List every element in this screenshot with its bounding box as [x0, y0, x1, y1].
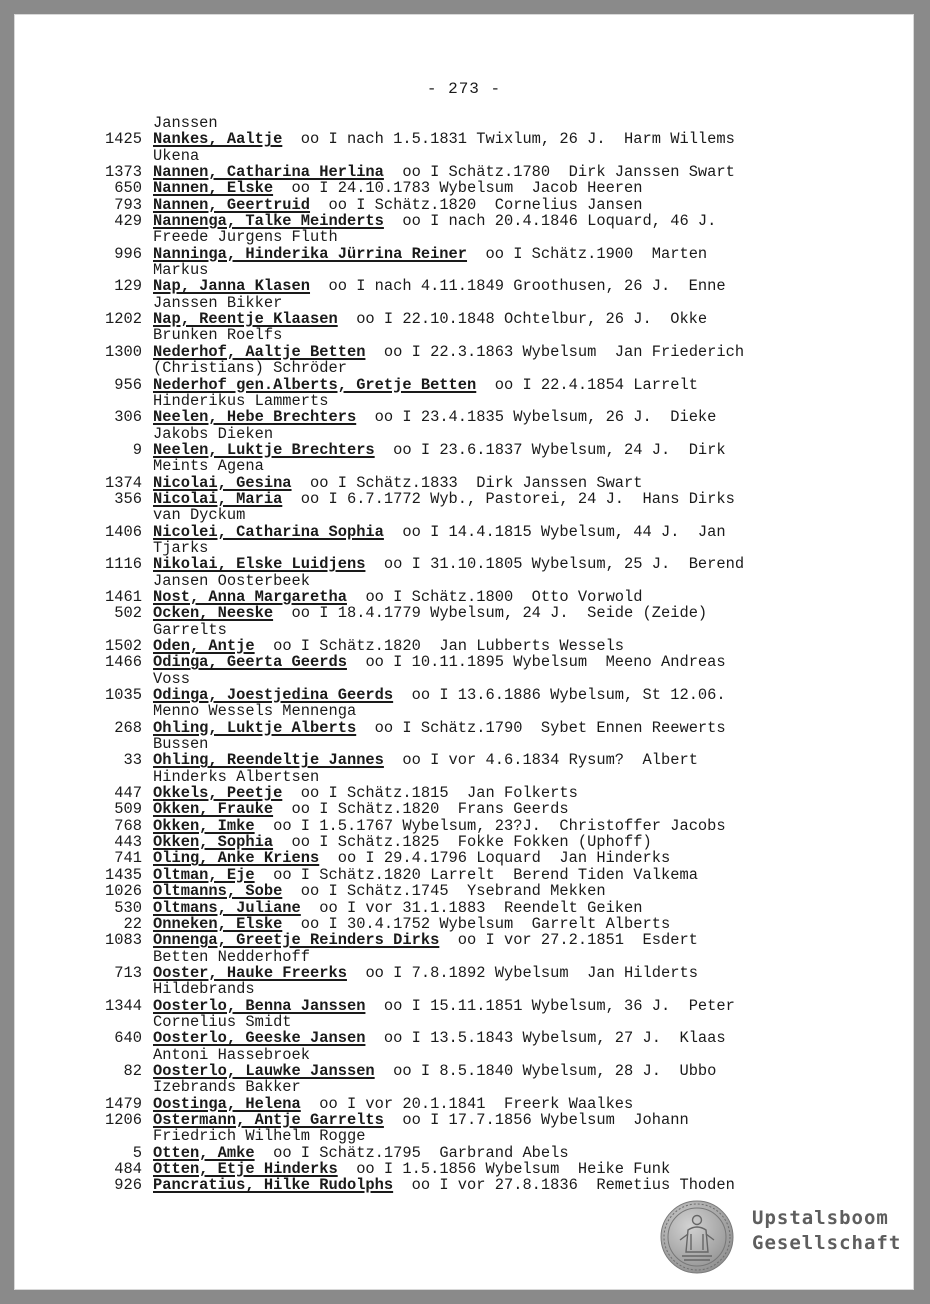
register-entry-continuation: [74, 622, 874, 638]
marriage-details: Ukena: [153, 146, 200, 165]
register-entry: [74, 556, 874, 572]
entry-number: 650: [114, 179, 142, 198]
entry-body: [153, 867, 698, 883]
person-name: Oden, Antje: [153, 637, 255, 655]
entry-body: [153, 295, 282, 311]
page-number: - 273 -: [426, 80, 502, 98]
person-name: Nicolei, Catharina Sophia: [153, 522, 384, 541]
entry-number: 1502: [105, 637, 142, 655]
marriage-details: oo I vor 27.2.1851 Esdert: [439, 931, 698, 950]
person-name: Ooster, Hauke Freerks: [153, 963, 347, 982]
person-name: Otten, Amke: [153, 1143, 255, 1162]
register-entry: [74, 164, 874, 180]
marriage-details: oo I 22.10.1848 Ochtelbur, 26 J. Okke: [337, 310, 708, 329]
entry-body: [153, 311, 707, 327]
entry-body: [153, 475, 643, 491]
entry-body: [153, 638, 624, 654]
register-entry: [74, 1177, 874, 1193]
person-name: Oltman, Eje: [153, 865, 255, 884]
register-entry-continuation: [74, 115, 874, 131]
register-entry: [74, 491, 874, 507]
entry-number: 1116: [105, 555, 142, 574]
entry-body: [153, 393, 328, 409]
entry-body: [153, 1177, 735, 1193]
register-entry-continuation: [74, 949, 874, 965]
entry-body: [153, 164, 735, 180]
entry-body: [153, 703, 356, 719]
marriage-details: oo I 10.11.1895 Wybelsum Meeno Andreas: [346, 653, 726, 672]
register-entry: [74, 687, 874, 703]
entry-number: 1344: [105, 996, 142, 1015]
entry-body: [153, 605, 707, 621]
person-name: Nicolai, Gesina: [153, 473, 292, 492]
marriage-details: Janssen Bikker: [153, 293, 283, 312]
marriage-details: oo I nach 1.5.1831 Twixlum, 26 J. Harm Willems: [282, 130, 735, 149]
person-name: Nederhof, Aaltje Betten: [153, 342, 366, 361]
entry-body: [153, 115, 218, 131]
marriage-details: oo I Schätz.1780 Dirk Janssen Swart: [383, 163, 735, 182]
register-entry: [74, 752, 874, 768]
person-name: Okkels, Peetje: [153, 784, 283, 803]
marriage-details: oo I Schätz.1815 Jan Folkerts: [282, 784, 578, 803]
marriage-details: oo I 7.8.1892 Wybelsum Jan Hilderts: [346, 963, 698, 982]
register-entry: [74, 654, 874, 670]
person-name: Nederhof gen.Alberts, Gretje Betten: [153, 375, 477, 394]
register-entry-continuation: [74, 426, 874, 442]
marriage-details: Izebrands Bakker: [153, 1078, 301, 1097]
register-entry: [74, 818, 874, 834]
person-name: Oosterlo, Benna Janssen: [153, 996, 366, 1015]
entry-body: [153, 540, 208, 556]
person-name: Odinga, Joestjedina Geerds: [153, 686, 394, 705]
entry-body: [153, 785, 578, 801]
entry-body: [153, 916, 670, 932]
marriage-details: (Christians) Schröder: [153, 359, 347, 378]
register-entry: [74, 246, 874, 262]
entry-body: [153, 949, 310, 965]
marriage-details: Betten Nedderhoff: [153, 947, 311, 966]
marriage-details: oo I vor 20.1.1841 Freerk Waalkes: [300, 1094, 634, 1113]
entry-number: 1406: [105, 522, 142, 541]
society-name-line2: Gesellschaft: [752, 1232, 902, 1254]
register-entry: [74, 197, 874, 213]
person-name: Oosterlo, Geeske Jansen: [153, 1029, 366, 1048]
marriage-details: oo I 14.4.1815 Wybelsum, 44 J. Jan: [383, 522, 726, 541]
entry-body: [153, 246, 707, 262]
register-entry: [74, 1096, 874, 1112]
entry-body: [153, 507, 245, 523]
entry-body: [153, 426, 273, 442]
person-name: Pancratius, Hilke Rudolphs: [153, 1176, 394, 1195]
person-name: Nap, Janna Klasen: [153, 277, 311, 296]
person-name: Ostermann, Antje Garrelts: [153, 1110, 384, 1129]
person-name: Nanninga, Hinderika Jürrina Reiner: [153, 244, 468, 263]
entry-body: [153, 932, 698, 948]
entry-number: 741: [114, 849, 142, 868]
entry-number: 956: [114, 375, 142, 394]
entry-number: 1083: [105, 931, 142, 950]
entry-number: 9: [132, 440, 142, 459]
register-entry: [74, 638, 874, 654]
entry-body: [153, 589, 643, 605]
register-entry-continuation: [74, 148, 874, 164]
entry-body: [153, 736, 208, 752]
marriage-details: oo I 22.4.1854 Larrelt: [476, 375, 698, 394]
entry-body: [153, 442, 726, 458]
register-entry: [74, 801, 874, 817]
marriage-details: oo I 8.5.1840 Wybelsum, 28 J. Ubbo: [374, 1061, 717, 1080]
person-name: Odinga, Geerta Geerds: [153, 653, 347, 672]
register-entry: [74, 1145, 874, 1161]
person-name: Ohling, Reendeltje Jannes: [153, 751, 384, 770]
register-entry: [74, 998, 874, 1014]
person-name: Nost, Anna Margaretha: [153, 587, 347, 606]
person-name: Nankes, Aaltje: [153, 130, 283, 149]
entry-body: [153, 801, 569, 817]
marriage-details: oo I nach 4.11.1849 Groothusen, 26 J. Enne: [310, 277, 726, 296]
marriage-details: Jakobs Dieken: [153, 424, 274, 443]
register-entry-continuation: [74, 1079, 874, 1095]
entry-number: 429: [114, 212, 142, 231]
entry-number: 996: [114, 244, 142, 263]
marriage-details: oo I 13.6.1886 Wybelsum, St 12.06.: [393, 686, 726, 705]
person-name: Oltmanns, Sobe: [153, 882, 283, 901]
marriage-details: oo I vor 27.8.1836 Remetius Thoden: [393, 1176, 735, 1195]
entry-number: 484: [114, 1160, 142, 1178]
register-entry: [74, 900, 874, 916]
entry-body: [153, 998, 735, 1014]
person-name: Nannen, Catharina Herlina: [153, 163, 384, 182]
marriage-details: Hildebrands: [153, 980, 255, 999]
entry-number: 1479: [105, 1094, 142, 1113]
entry-number: 33: [123, 751, 142, 770]
marriage-details: oo I Schätz.1795 Garbrand Abels: [254, 1143, 569, 1162]
register-entry: [74, 834, 874, 850]
marriage-details: Hinderks Albertsen: [153, 767, 320, 786]
entry-number: 5: [132, 1143, 142, 1162]
entry-number: 793: [114, 195, 142, 214]
entry-body: [153, 671, 190, 687]
entry-body: [153, 197, 643, 213]
marriage-details: oo I vor 31.1.1883 Reendelt Geiken: [300, 898, 643, 917]
register-entry-continuation: [74, 458, 874, 474]
register-entry-continuation: [74, 540, 874, 556]
register-entry: [74, 377, 874, 393]
entry-body: [153, 818, 726, 834]
document-page: [14, 14, 914, 1290]
entry-body: [153, 1096, 633, 1112]
person-name: Oosterlo, Lauwke Janssen: [153, 1061, 375, 1080]
entry-number: 447: [114, 784, 142, 803]
entry-body: [153, 720, 726, 736]
register-entry: [74, 605, 874, 621]
register-entry-continuation: [74, 573, 874, 589]
upstalsboom-seal-icon: [660, 1200, 734, 1274]
entry-number: 22: [123, 914, 142, 933]
person-name: Nicolai, Maria: [153, 489, 283, 508]
society-name-line1: Upstalsboom: [752, 1207, 889, 1229]
marriage-details: oo I Schätz.1900 Marten: [467, 244, 708, 263]
entry-number: 926: [114, 1176, 142, 1195]
entry-number: 1374: [105, 473, 142, 492]
register-entry: [74, 131, 874, 147]
register-entry: [74, 720, 874, 736]
marriage-details: oo I Schätz.1825 Fokke Fokken (Uphoff): [273, 833, 652, 852]
society-logo: [660, 1200, 910, 1278]
person-name: Okken, Imke: [153, 816, 255, 835]
marriage-details: oo I Schätz.1800 Otto Vorwold: [346, 587, 643, 606]
entry-body: [153, 981, 255, 997]
entry-number: 1425: [105, 130, 142, 149]
marriage-details: oo I 6.7.1772 Wyb., Pastorei, 24 J. Hans Dirks: [282, 489, 735, 508]
entry-body: [153, 458, 264, 474]
entry-body: [153, 556, 744, 572]
entry-body: [153, 148, 199, 164]
entry-body: [153, 834, 652, 850]
register-entry-continuation: [74, 1047, 874, 1063]
register-entry: [74, 442, 874, 458]
register-entry: [74, 916, 874, 932]
register-entry: [74, 965, 874, 981]
marriage-details: Tjarks: [153, 538, 209, 557]
entry-body: [153, 409, 716, 425]
marriage-details: oo I 13.5.1843 Wybelsum, 27 J. Klaas: [365, 1029, 726, 1048]
marriage-details: Meints Agena: [153, 457, 264, 476]
marriage-details: Cornelius Smidt: [153, 1012, 292, 1031]
entry-number: 1206: [105, 1110, 142, 1129]
register-entry-continuation: [74, 229, 874, 245]
person-name: Okken, Sophia: [153, 833, 274, 852]
entry-number: 356: [114, 489, 142, 508]
register-entry-continuation: [74, 295, 874, 311]
entry-body: [153, 850, 670, 866]
entry-body: [153, 180, 643, 196]
register-entry: [74, 932, 874, 948]
entry-body: [153, 752, 698, 768]
person-name: Okken, Frauke: [153, 800, 274, 819]
marriage-details: Voss: [153, 669, 190, 688]
register-entry-continuation: [74, 262, 874, 278]
register-entry: [74, 1063, 874, 1079]
marriage-details: oo I 29.4.1796 Loquard Jan Hinderks: [319, 849, 671, 868]
entry-body: [153, 965, 698, 981]
person-name: Ocken, Neeske: [153, 604, 274, 623]
marriage-details: Brunken Roelfs: [153, 326, 283, 345]
entry-number: 1461: [105, 587, 142, 606]
marriage-details: oo I vor 4.6.1834 Rysum? Albert: [383, 751, 698, 770]
marriage-details: oo I Schätz.1790 Sybet Ennen Reewerts: [356, 718, 726, 737]
entry-body: [153, 262, 208, 278]
entry-number: 1373: [105, 163, 142, 182]
marriage-details: oo I Schätz.1820 Cornelius Jansen: [310, 195, 643, 214]
entry-body: [153, 900, 643, 916]
marriage-details: Antoni Hassebroek: [153, 1045, 311, 1064]
register-entry: [74, 1161, 874, 1177]
entry-number: 640: [114, 1029, 142, 1048]
entry-body: [153, 377, 698, 393]
marriage-details: Markus: [153, 261, 209, 280]
register-entry: [74, 278, 874, 294]
register-entry-continuation: [74, 393, 874, 409]
person-name: Nikolai, Elske Luidjens: [153, 555, 366, 574]
entry-number: 502: [114, 604, 142, 623]
register-entry: [74, 524, 874, 540]
entry-body: [153, 1161, 670, 1177]
person-name: Ohling, Luktje Alberts: [153, 718, 357, 737]
entry-body: [153, 1145, 569, 1161]
register-entry: [74, 213, 874, 229]
register-entry: [74, 1030, 874, 1046]
register-entry: [74, 785, 874, 801]
marriage-details: oo I 23.6.1837 Wybelsum, 24 J. Dirk: [374, 440, 726, 459]
entry-number: 1300: [105, 342, 142, 361]
person-name: Oltmans, Juliane: [153, 898, 301, 917]
entry-body: [153, 883, 606, 899]
marriage-details: Jansen Oosterbeek: [153, 571, 311, 590]
register-entry: [74, 1112, 874, 1128]
entry-body: [153, 131, 735, 147]
register-entries: [74, 115, 874, 1194]
marriage-details: oo I 18.4.1779 Wybelsum, 24 J. Seide (Zeide): [273, 604, 708, 623]
entry-number: 530: [114, 898, 142, 917]
marriage-details: oo I Schätz.1820 Frans Geerds: [273, 800, 569, 819]
society-name: [752, 1206, 901, 1256]
marriage-details: oo I 22.3.1863 Wybelsum Jan Friederich: [365, 342, 745, 361]
marriage-details: van Dyckum: [153, 506, 246, 525]
entry-number: 1466: [105, 653, 142, 672]
entry-number: 129: [114, 277, 142, 296]
marriage-details: oo I Schätz.1833 Dirk Janssen Swart: [291, 473, 643, 492]
entry-number: 509: [114, 800, 142, 819]
person-name: Otten, Etje Hinderks: [153, 1160, 338, 1178]
register-entry: [74, 883, 874, 899]
person-name: Nannen, Geertruid: [153, 195, 311, 214]
marriage-details: oo I Schätz.1745 Ysebrand Mekken: [282, 882, 606, 901]
person-name: Onnenga, Greetje Reinders Dirks: [153, 931, 440, 950]
entry-body: [153, 769, 319, 785]
marriage-details: Garrelts: [153, 620, 227, 639]
register-entry-continuation: [74, 671, 874, 687]
register-entry-continuation: [74, 981, 874, 997]
entry-body: [153, 1079, 301, 1095]
entry-number: 1026: [105, 882, 142, 901]
entry-number: 443: [114, 833, 142, 852]
entry-body: [153, 213, 716, 229]
entry-body: [153, 491, 735, 507]
marriage-details: Bussen: [153, 735, 209, 754]
person-name: Oling, Anke Kriens: [153, 849, 320, 868]
marriage-details: Janssen: [153, 114, 218, 132]
register-entry-continuation: [74, 769, 874, 785]
register-entry: [74, 180, 874, 196]
person-name: Nap, Reentje Klaasen: [153, 310, 338, 329]
register-entry: [74, 409, 874, 425]
marriage-details: oo I 1.5.1767 Wybelsum, 23?J. Christoffer Jacobs: [254, 816, 726, 835]
register-entry: [74, 589, 874, 605]
entry-body: [153, 1014, 292, 1030]
entry-body: [153, 1112, 689, 1128]
register-entry: [74, 850, 874, 866]
entry-body: [153, 1030, 726, 1046]
entry-body: [153, 278, 726, 294]
person-name: Neelen, Luktje Brechters: [153, 440, 375, 459]
register-entry-continuation: [74, 1014, 874, 1030]
register-entry-continuation: [74, 327, 874, 343]
entry-body: [153, 229, 338, 245]
entry-body: [153, 654, 726, 670]
register-entry-continuation: [74, 736, 874, 752]
entry-number: 768: [114, 816, 142, 835]
marriage-details: oo I 1.5.1856 Wybelsum Heike Funk: [337, 1160, 671, 1178]
entry-body: [153, 1063, 716, 1079]
entry-body: [153, 1128, 365, 1144]
entry-number: 1435: [105, 865, 142, 884]
person-name: Neelen, Hebe Brechters: [153, 408, 357, 427]
marriage-details: oo I 23.4.1835 Wybelsum, 26 J. Dieke: [356, 408, 717, 427]
register-entry: [74, 475, 874, 491]
person-name: Onneken, Elske: [153, 914, 283, 933]
marriage-details: oo I 30.4.1752 Wybelsum Garrelt Alberts: [282, 914, 671, 933]
entry-number: 713: [114, 963, 142, 982]
register-entry-continuation: [74, 360, 874, 376]
register-entry-continuation: [74, 703, 874, 719]
entry-body: [153, 687, 726, 703]
entry-number: 82: [123, 1061, 142, 1080]
register-entry-continuation: [74, 1128, 874, 1144]
entry-body: [153, 344, 744, 360]
register-entry: [74, 867, 874, 883]
entry-number: 268: [114, 718, 142, 737]
marriage-details: oo I nach 20.4.1846 Loquard, 46 J.: [383, 212, 717, 231]
marriage-details: Hinderikus Lammerts: [153, 391, 329, 410]
marriage-details: oo I 24.10.1783 Wybelsum Jacob Heeren: [273, 179, 643, 198]
marriage-details: oo I 31.10.1805 Wybelsum, 25 J. Berend: [365, 555, 745, 574]
entry-number: 1035: [105, 686, 142, 705]
entry-body: [153, 622, 227, 638]
marriage-details: oo I 15.11.1851 Wybelsum, 36 J. Peter: [365, 996, 735, 1015]
person-name: Nannen, Elske: [153, 179, 274, 198]
register-entry: [74, 311, 874, 327]
register-entry: [74, 344, 874, 360]
entry-body: [153, 360, 347, 376]
entry-number: 1202: [105, 310, 142, 329]
entry-number: 306: [114, 408, 142, 427]
marriage-details: oo I Schätz.1820 Larrelt Berend Tiden Valkema: [254, 865, 698, 884]
marriage-details: Friedrich Wilhelm Rogge: [153, 1127, 366, 1146]
marriage-details: oo I 17.7.1856 Wybelsum Johann: [383, 1110, 689, 1129]
entry-body: [153, 1047, 310, 1063]
marriage-details: Menno Wessels Mennenga: [153, 702, 357, 721]
entry-body: [153, 524, 726, 540]
entry-body: [153, 573, 310, 589]
person-name: Nannenga, Talke Meinderts: [153, 212, 384, 231]
marriage-details: Freede Jurgens Fluth: [153, 228, 338, 247]
register-entry-continuation: [74, 507, 874, 523]
marriage-details: oo I Schätz.1820 Jan Lubberts Wessels: [254, 637, 625, 655]
entry-body: [153, 327, 282, 343]
person-name: Oostinga, Helena: [153, 1094, 301, 1113]
